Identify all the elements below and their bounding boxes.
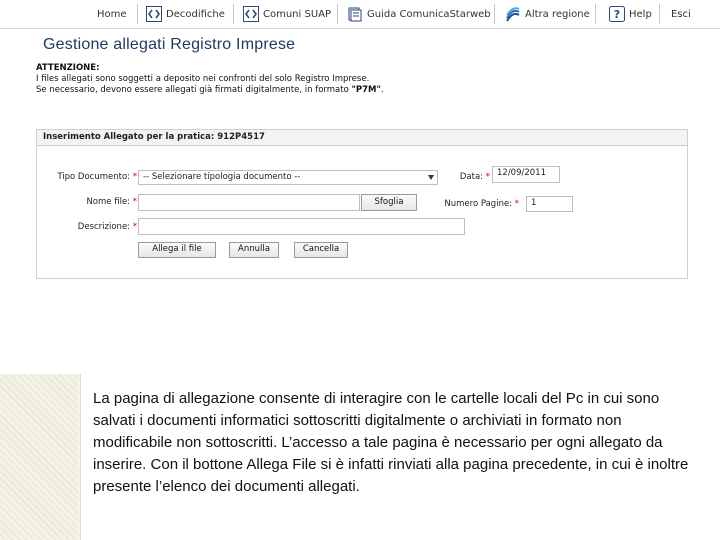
- svg-text:?: ?: [613, 8, 621, 21]
- nav-help-label: Help: [629, 8, 652, 20]
- nav-home[interactable]: [97, 0, 127, 28]
- nav-separator: [595, 4, 596, 24]
- nav-decodifiche-label: Decodifiche: [166, 8, 225, 20]
- nav-guida-label: Guida ComunicaStarweb: [367, 8, 491, 20]
- chevron-down-icon: [428, 175, 434, 180]
- nav-decodifiche[interactable]: [146, 0, 225, 28]
- nome-file-input[interactable]: [138, 194, 360, 211]
- descrizione-input[interactable]: [138, 218, 465, 235]
- nav-altra-label: Altra regione: [525, 8, 590, 20]
- notice-heading: ATTENZIONE:: [36, 63, 100, 73]
- region-icon: [505, 6, 521, 22]
- comuni-icon: [243, 6, 259, 22]
- attention-notice: [36, 63, 384, 96]
- nav-separator: [137, 4, 138, 24]
- cancella-button[interactable]: Cancella: [294, 242, 348, 258]
- nav-separator: [494, 4, 495, 24]
- nav-help[interactable]: [609, 0, 652, 28]
- guide-icon: [347, 6, 363, 22]
- data-label: Data: *: [459, 172, 490, 182]
- nav-altra-regione[interactable]: [505, 0, 590, 28]
- nav-esci-label: Esci: [671, 8, 691, 20]
- sfoglia-button[interactable]: Sfoglia: [361, 194, 417, 211]
- nav-guida[interactable]: [347, 0, 491, 28]
- nav-comuni-suap[interactable]: [243, 0, 331, 28]
- tipo-documento-value: -- Selezionare tipologia documento --: [143, 172, 301, 182]
- data-input[interactable]: 12/09/2011: [492, 166, 560, 183]
- tipo-documento-label: Tipo Documento: *: [57, 172, 137, 182]
- tipo-documento-select[interactable]: [138, 170, 438, 185]
- nav-separator: [659, 4, 660, 24]
- nav-esci[interactable]: [671, 0, 691, 28]
- notice-line-1: I files allegati sono soggetti a deposito nei confronti del solo Registro Imprese.: [36, 74, 370, 84]
- attachment-form-panel: [36, 129, 688, 279]
- annulla-button[interactable]: Annulla: [229, 242, 279, 258]
- code-icon: [146, 6, 162, 22]
- notice-format: "P7M": [351, 85, 381, 95]
- help-icon: [609, 6, 625, 22]
- nav-separator: [233, 4, 234, 24]
- form-header: Inserimento Allegato per la pratica: 912P4517: [37, 130, 687, 146]
- required-mark: *: [132, 172, 137, 182]
- nav-home-label: Home: [97, 8, 127, 20]
- nav-comuni-label: Comuni SUAP: [263, 8, 332, 20]
- top-navigation: [0, 0, 720, 29]
- decorative-strip: [0, 374, 81, 540]
- numero-pagine-input[interactable]: 1: [526, 196, 573, 212]
- descrizione-label: Descrizione: *: [77, 222, 137, 232]
- notice-line-2: Se necessario, devono essere allegati già firmati digitalmente, in formato "P7M".: [36, 85, 384, 95]
- numero-pagine-label: Numero Pagine: *: [444, 199, 519, 209]
- page-title: Gestione allegati Registro Imprese: [43, 36, 296, 53]
- slide-caption: La pagina di allegazione consente di interagire con le cartelle locali del Pc in cui sono salvati i documenti informatici sottoscritti digitalmente o archiviati in formato non modificabile non sottoscritti. L’accesso a tale pagina è necessario per ogni allegato da inserire. Con il bottone Allega File si è infatti rinviati alla pagina precedente, in cui è inoltre presente l’elenco dei documenti allegati.: [93, 390, 689, 495]
- allega-file-button[interactable]: Allega il file: [138, 242, 216, 258]
- nome-file-label: Nome file: *: [86, 197, 137, 207]
- nav-separator: [337, 4, 338, 24]
